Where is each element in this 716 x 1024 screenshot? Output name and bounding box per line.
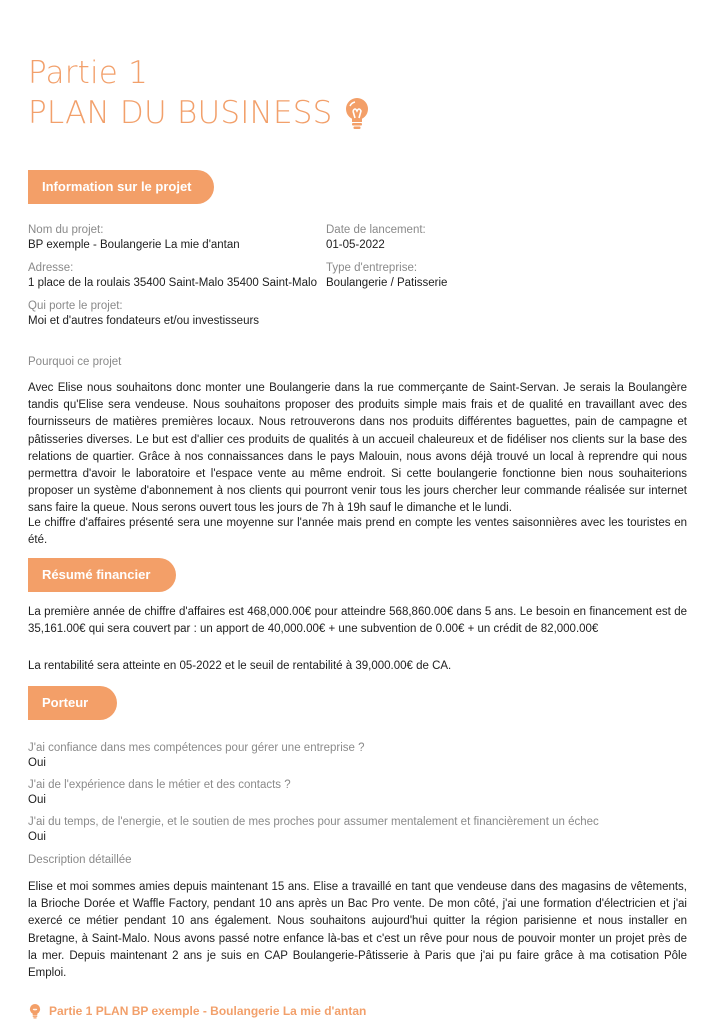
- why-project-paragraph: Avec Elise nous souhaitons donc monter une Boulangerie dans la rue commerçante de Saint-Servan. Je serais la Boulangère tandis qu'Elise sera vendeuse. Nous souhaitons proposer des produits simple mais frais et de qualité en travaillant avec des fournisseurs de matières premières locaux. Nous retrouverons dans nos produits différentes baguettes, pain de campagne et pâtisseries diverses. Le but est d'allier ces produits de qualités à un accueil chaleureux et de fidéliser nos clients sur la base des relations de quartier. Grâce à nos connaissances dans le pays Malouin, nous avons déjà trouvé un local à reprendre qui nous permettra d'avoir le laboratoire et l'espace vente au même endroit. Si cette boulangerie fonctionne bien nous souhaiterions proposer un système d'abonnement à nos clients qui pourront venir tous les jours chercher leur commande réalisée sur internet sans faire la queue. Nous serons ouvert tous les jours de 7h à 19h sauf le dimanche et le lundi.: [28, 382, 687, 515]
- page-title-part: Partie 1: [28, 55, 149, 91]
- profitability-paragraph: La rentabilité sera atteinte en 05-2022 et le seuil de rentabilité à 39,000.00€ de CA.: [28, 660, 452, 672]
- question-experience: J'ai de l'expérience dans le métier et des contacts ?: [28, 779, 291, 791]
- section-header-financial: Résumé financier: [28, 558, 176, 592]
- why-project-paragraph-2: Le chiffre d'affaires présenté sera une moyenne sur l'année mais prend en compte les ventes saisonnières avec les touristes en été.: [28, 517, 687, 547]
- launch-date-value: 01-05-2022: [326, 239, 385, 251]
- question-competences: J'ai confiance dans mes compétences pour gérer une entreprise ?: [28, 742, 365, 754]
- company-type-label: Type d'entreprise:: [326, 262, 418, 274]
- why-project-label: Pourquoi ce projet: [28, 356, 122, 368]
- answer-time-support: Oui: [28, 831, 46, 843]
- launch-date-label: Date de lancement:: [326, 224, 426, 236]
- footer-text: Partie 1 PLAN BP exemple - Boulangerie La mie d'antan: [49, 1004, 367, 1018]
- detailed-description-label: Description détaillée: [28, 854, 132, 866]
- section-header-porteur: Porteur: [28, 686, 117, 720]
- financial-summary-paragraph: La première année de chiffre d'affaires est 468,000.00€ pour atteindre 568,860.00€ dans 5 ans. Le besoin en financement est de 35,161.00€ qui sera couvert par : un apport de 40,000.00€ + une subvention de 0.00€ + un crédit de 82,000.00€: [28, 606, 687, 636]
- page-title: [28, 95, 372, 131]
- company-type-value: Boulangerie / Patisserie: [326, 277, 448, 289]
- page-footer: [28, 1003, 366, 1019]
- answer-experience: Oui: [28, 794, 46, 806]
- page-title-text: PLAN DU BUSINESS: [28, 95, 333, 131]
- address-value: 1 place de la roulais 35400 Saint-Malo 35400 Saint-Malo: [28, 277, 317, 289]
- answer-competences: Oui: [28, 757, 46, 769]
- detailed-description-paragraph: Elise et moi sommes amies depuis maintenant 15 ans. Elise a travaillé en tant que vendeuse dans des magasins de vêtements, la Brioche Dorée et Waffle Factory, pendant 10 ans après un Bac Pro vente. De mon côté, j'ai une formation d'électricien et j'ai exercé ce métier pendant 10 ans également. Nous souhaitons aujourd'hui quitter la région parisienne et nous installer en Bretagne, à Saint-Malo. Nous avons passé notre enfance là-bas et c'est un rêve pour nous de pouvoir monter un projet près de la mer. Depuis maintenant 2 ans je suis en CAP Boulangerie-Pâtisserie à Paris que j'ai pu faire grâce à ma cotisation Pôle Emploi.: [28, 881, 687, 980]
- question-time-support: J'ai du temps, de l'energie, et le soutien de mes proches pour assumer mentalement et financièrement un échec: [28, 816, 599, 828]
- project-name-label: Nom du projet:: [28, 224, 104, 236]
- address-label: Adresse:: [28, 262, 74, 274]
- project-holder-label: Qui porte le projet:: [28, 300, 123, 312]
- project-name-value: BP exemple - Boulangerie La mie d'antan: [28, 239, 240, 251]
- lightbulb-icon: [28, 1003, 42, 1019]
- lightbulb-icon: [342, 96, 372, 130]
- section-header-info: Information sur le projet: [28, 170, 214, 204]
- project-holder-value: Moi et d'autres fondateurs et/ou investisseurs: [28, 315, 260, 327]
